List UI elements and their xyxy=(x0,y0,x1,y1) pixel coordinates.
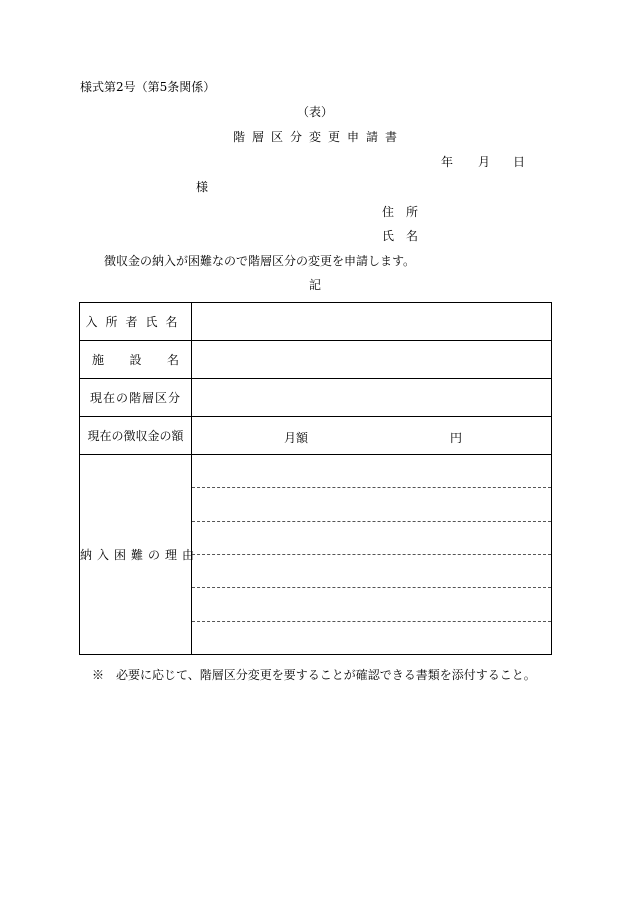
side-label: （表） xyxy=(296,105,333,119)
current-class-label: 現在の階層区分 xyxy=(80,379,192,417)
reason-field[interactable] xyxy=(192,455,552,655)
document-title: 階層区分変更申請書 xyxy=(232,130,404,144)
addressee-honorific: 様 xyxy=(196,180,209,194)
reason-lines xyxy=(192,455,551,654)
dashed-line xyxy=(192,621,551,622)
table-row-current-class xyxy=(80,379,552,417)
date-month-label: 月 xyxy=(478,155,491,169)
resident-name-label: 入所者氏名 xyxy=(80,303,192,341)
ki-heading: 記 xyxy=(308,278,321,292)
dashed-line xyxy=(192,487,551,488)
current-fee-label: 現在の徴収金の額 xyxy=(80,417,192,455)
table-row-reason xyxy=(80,455,552,655)
resident-name-field[interactable] xyxy=(192,303,552,341)
form-number: 様式第2号（第5条関係） xyxy=(80,80,216,94)
current-class-field[interactable] xyxy=(192,379,552,417)
table-row-current-fee xyxy=(80,417,552,455)
attachment-note: ※ 必要に応じて、階層区分変更を要することが確認できる書類を添付すること。 xyxy=(92,668,536,682)
dashed-line xyxy=(192,554,551,555)
facility-name-char: 施 xyxy=(92,353,105,367)
request-statement: 徴収金の納入が困難なので階層区分の変更を申請します。 xyxy=(104,254,416,268)
table-row-facility-name xyxy=(80,341,552,379)
facility-name-field[interactable] xyxy=(192,341,552,379)
application-table xyxy=(79,302,552,655)
current-fee-field[interactable] xyxy=(192,417,552,455)
date-year-label: 年 xyxy=(441,155,454,169)
facility-name-char: 設 xyxy=(129,353,142,367)
applicant-address-label: 住所 xyxy=(382,205,431,219)
facility-name-label xyxy=(80,341,192,379)
dashed-line xyxy=(192,521,551,522)
facility-name-char: 名 xyxy=(166,353,179,367)
yen-label: 円 xyxy=(450,431,463,445)
applicant-name-label: 氏名 xyxy=(382,229,431,243)
dashed-line xyxy=(192,587,551,588)
reason-label: 納入困難の理由 xyxy=(80,455,192,655)
monthly-label: 月額 xyxy=(284,431,309,445)
table-row-resident-name xyxy=(80,303,552,341)
date-day-label: 日 xyxy=(513,155,526,169)
